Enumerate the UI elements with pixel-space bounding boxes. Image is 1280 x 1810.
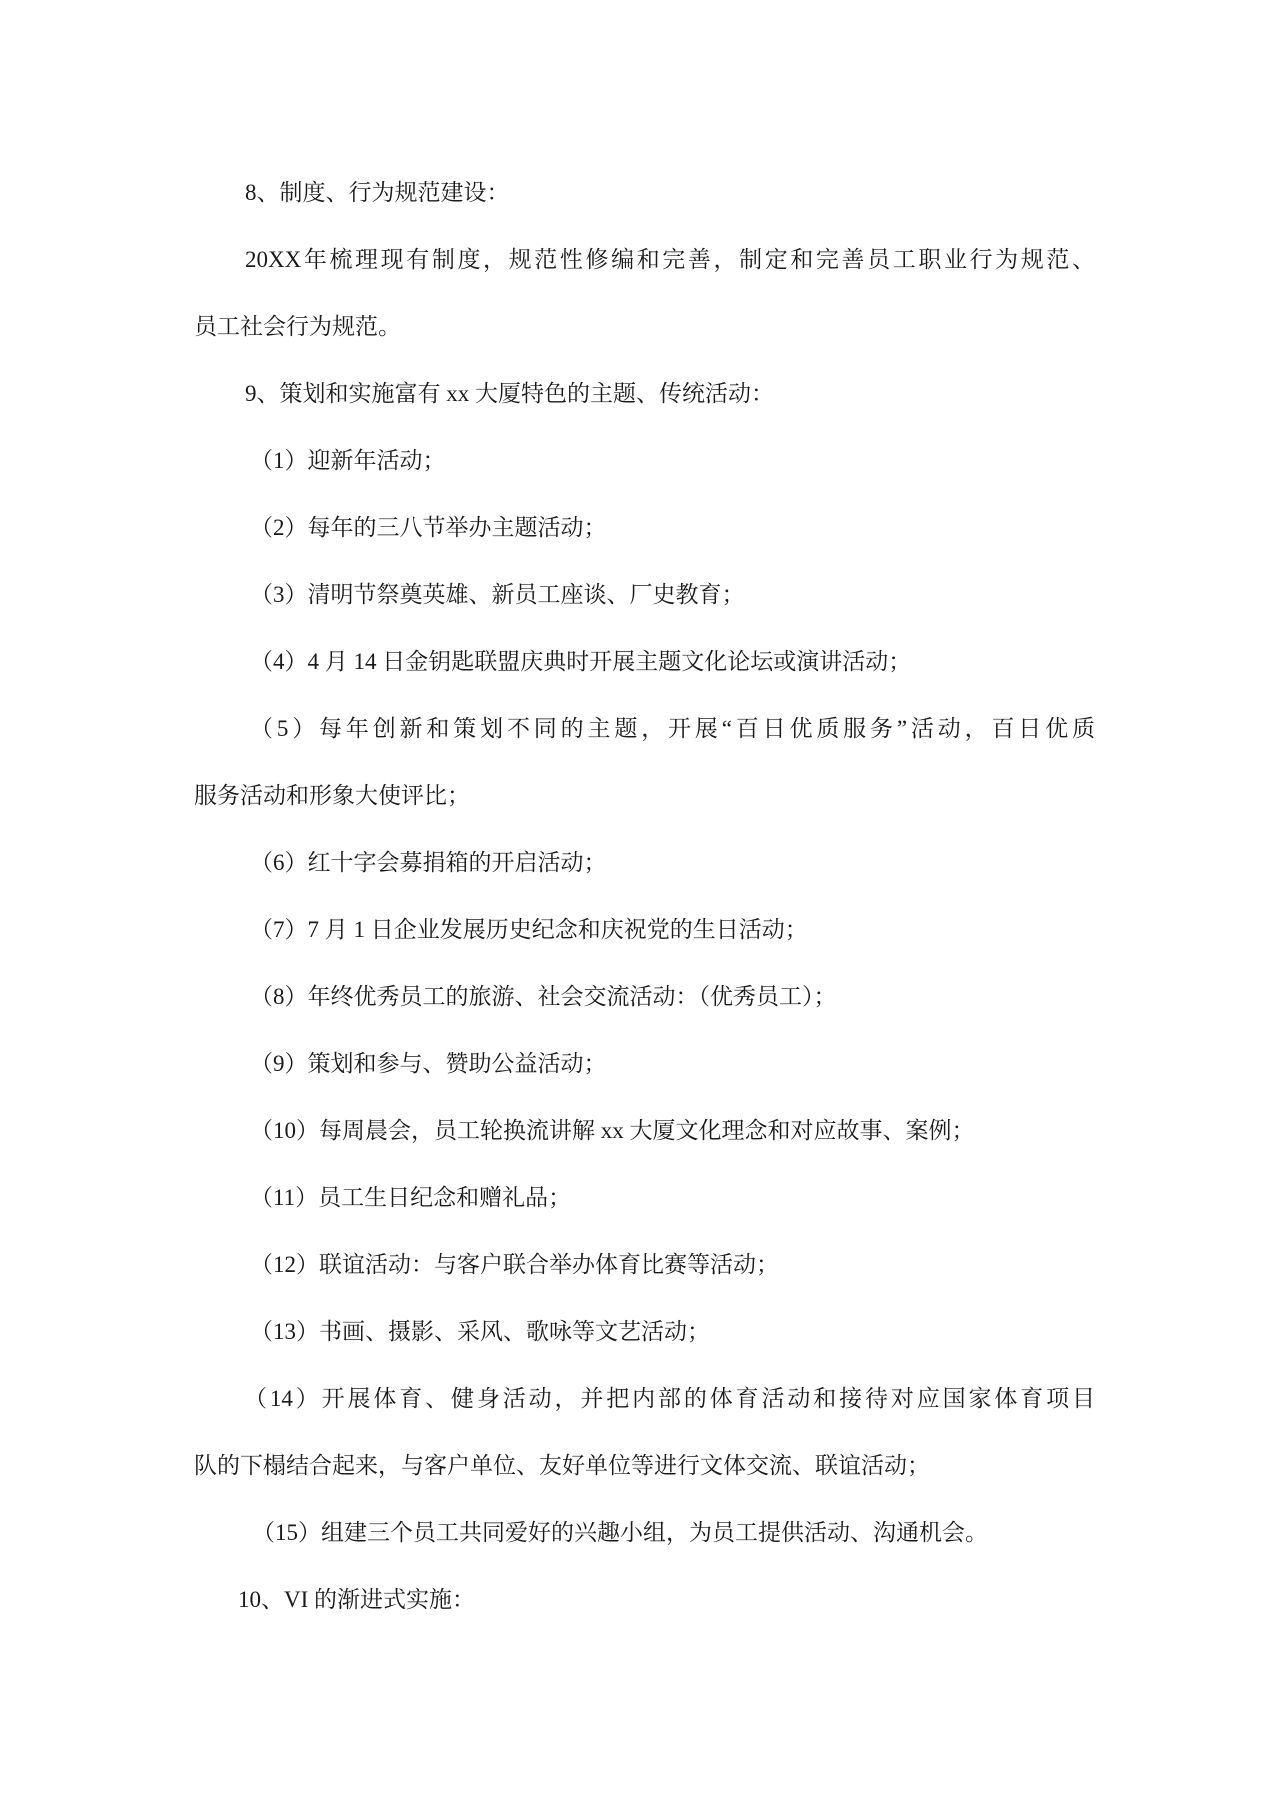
list-item: （13）书画、摄影、采风、歌咏等文艺活动； (250, 1319, 710, 1344)
list-item: （9）策划和参与、赞助公益活动； (250, 1051, 607, 1076)
list-item: （8）年终优秀员工的旅游、社会交流活动：（优秀员工）； (250, 984, 837, 1009)
paragraph-line: 20XX年梳理现有制度，规范性修编和完善，制定和完善员工职业行为规范、 (245, 247, 1095, 272)
list-item: （6）红十字会募捐箱的开启活动； (250, 850, 607, 875)
heading-9: 9、策划和实施富有 xx 大厦特色的主题、传统活动： (245, 381, 774, 406)
list-item: （14）开展体育、健身活动，并把内部的体育活动和接待对应国家体育项目 (244, 1386, 1095, 1411)
list-item: （10）每周晨会，员工轮换流讲解 xx 大厦文化理念和对应故事、案例； (250, 1118, 975, 1143)
list-item: （7）7 月 1 日企业发展历史纪念和庆祝党的生日活动； (250, 917, 808, 942)
paragraph-line: 员工社会行为规范。 (194, 314, 401, 339)
list-item-continuation: 队的下榻结合起来，与客户单位、友好单位等进行文体交流、联谊活动； (194, 1453, 930, 1478)
list-item: （11）员工生日纪念和赠礼品； (250, 1185, 572, 1210)
heading-8: 8、制度、行为规范建设： (245, 180, 510, 205)
list-item: （1）迎新年活动； (250, 448, 446, 473)
list-item-continuation: 服务活动和形象大使评比； (194, 783, 470, 808)
list-item: （5）每年创新和策划不同的主题，开展“百日优质服务”活动，百日优质 (250, 716, 1095, 741)
list-item: （12）联谊活动：与客户联合举办体育比赛等活动； (250, 1252, 779, 1277)
heading-10: 10、VI 的渐进式实施： (238, 1587, 476, 1612)
list-item: （2）每年的三八节举办主题活动； (250, 515, 607, 540)
list-item: （4）4 月 14 日金钥匙联盟庆典时开展主题文化论坛或演讲活动； (250, 649, 912, 674)
list-item: （15）组建三个员工共同爱好的兴趣小组，为员工提供活动、沟通机会。 (252, 1520, 988, 1545)
list-item: （3）清明节祭奠英雄、新员工座谈、厂史教育； (250, 582, 745, 607)
